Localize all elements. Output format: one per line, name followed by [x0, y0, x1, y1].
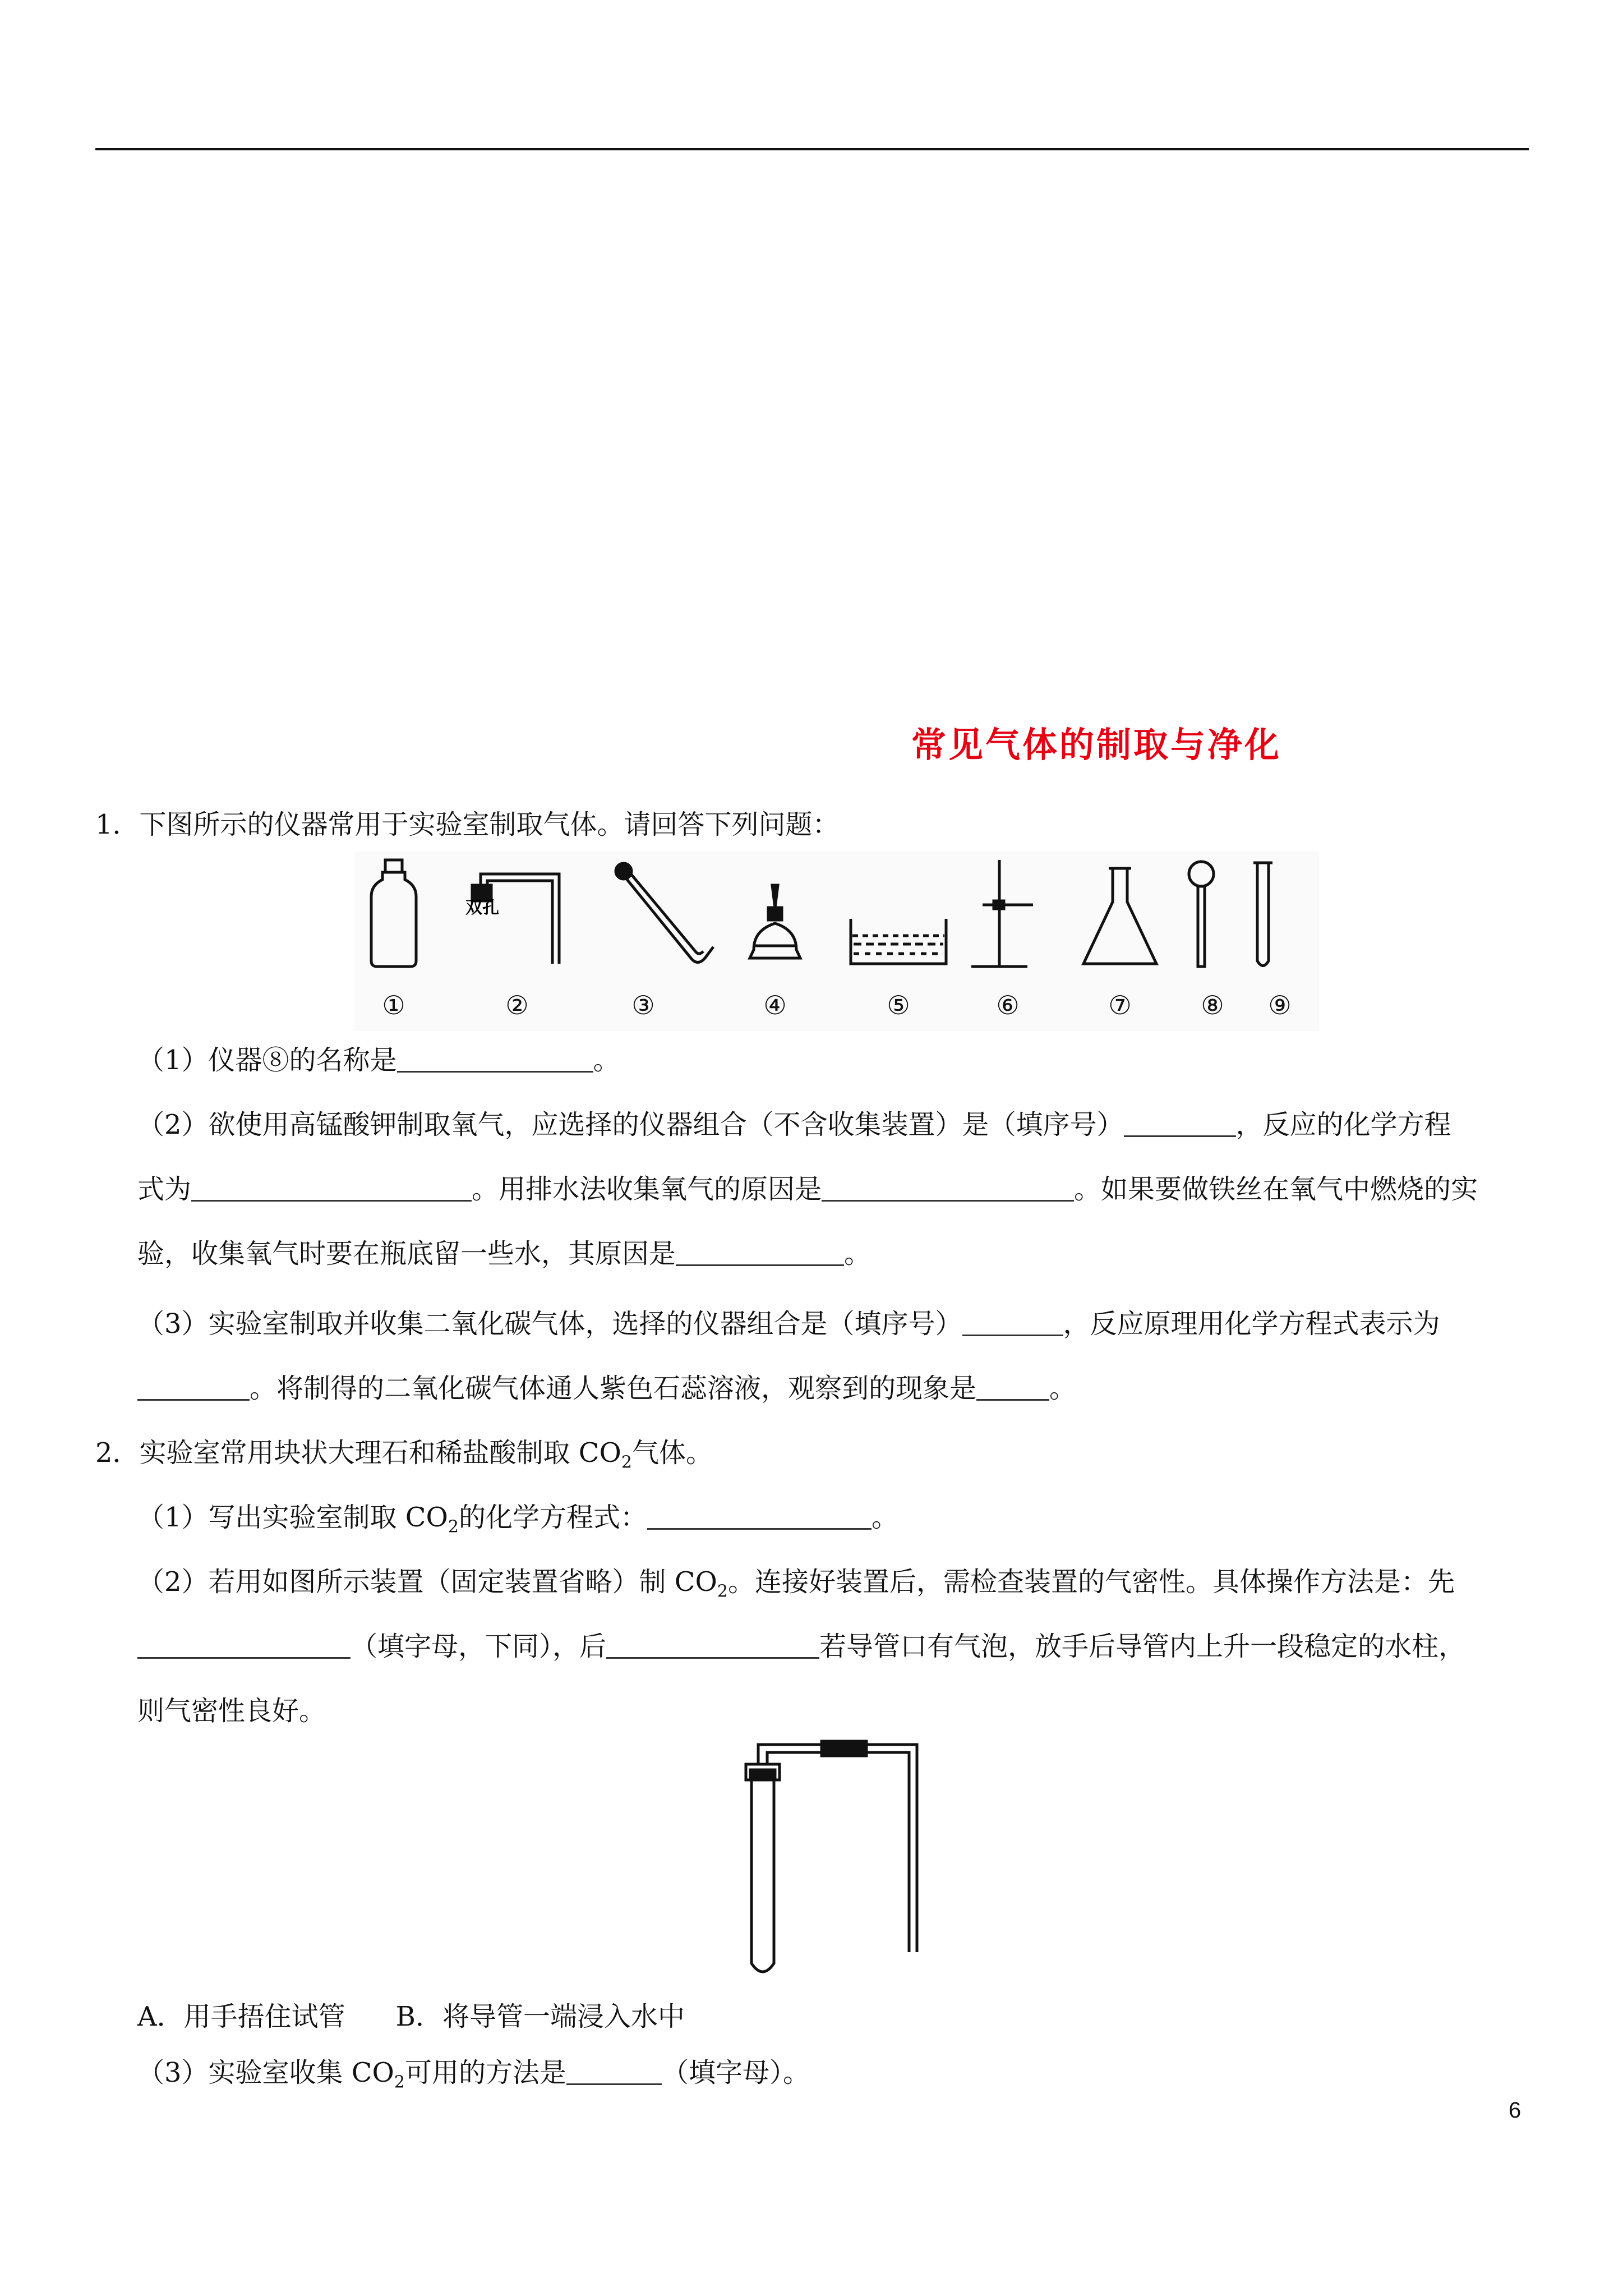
answer-blank[interactable]	[137, 1374, 250, 1401]
instrument-label-3: ③	[631, 990, 655, 1020]
page-number: 6	[1509, 2098, 1521, 2123]
instrument-label-8: ⑧	[1201, 990, 1224, 1020]
q2-apparatus-figure	[729, 1739, 965, 1986]
instrument-label-2: ②	[505, 990, 529, 1020]
q1-part2-line3: 验，收集氧气时要在瓶底留一些水，其原因是 。	[137, 1238, 872, 1269]
instrument-label-9: ⑨	[1268, 990, 1292, 1020]
answer-blank[interactable]	[606, 1632, 819, 1659]
answer-blank[interactable]	[822, 1175, 1074, 1202]
q1-part3-line1: （3）实验室制取并收集二氧化碳气体，选择的仪器组合是（填序号） ，反应原理用化学方程式表示为	[137, 1308, 1440, 1340]
q1-stem: 1．下图所示的仪器常用于实验室制取气体。请回答下列问题：	[95, 809, 840, 840]
instrument-label-1: ①	[382, 990, 405, 1020]
answer-blank[interactable]	[397, 1046, 593, 1073]
answer-blank[interactable]	[962, 1310, 1063, 1336]
header-rule	[95, 148, 1529, 150]
q1-instruments-figure	[354, 852, 1319, 1031]
answer-blank[interactable]	[137, 1632, 351, 1659]
q1-part2-line2: 式为 。用排水法收集氧气的原因是 。如果要做铁丝在氧气中燃烧的实	[137, 1174, 1478, 1205]
q1-part1: （1）仪器⑧的名称是 。	[137, 1045, 620, 1076]
option-a: A．用手捂住试管	[137, 2001, 345, 2032]
q2-part2-line2: （填字母，下同），后 若导管口有气泡，放手后导管内上升一段稳定的水柱，	[137, 1630, 1465, 1663]
q2-part1: （1）写出实验室制取 $CO_2$的化学方程式： 。	[137, 1502, 899, 1537]
answer-blank[interactable]	[191, 1175, 472, 1202]
q2-part2-line3: 则气密性良好。	[137, 1695, 326, 1727]
instrument-label-7: ⑦	[1108, 990, 1132, 1020]
answer-blank[interactable]	[676, 1240, 844, 1266]
instrument-label-5: ⑤	[887, 990, 910, 1020]
answer-blank[interactable]	[566, 2059, 662, 2085]
instrument-label-6: ⑥	[996, 990, 1020, 1020]
stopper-label: 双孔	[465, 898, 499, 918]
q2-part2-line1: （2）若用如图所示装置（固定装置省略）制 $CO_2$。连接好装置后，需检查装置的气密性。具体操作方法是：先	[137, 1566, 1455, 1602]
page-title: 常见气体的制取与净化	[911, 724, 1281, 765]
q2-stem: 2．实验室常用块状大理石和稀盐酸制取 $CO_2$气体。	[95, 1437, 713, 1473]
answer-blank[interactable]	[647, 1503, 872, 1530]
answer-blank[interactable]	[976, 1374, 1049, 1401]
delivery-tube	[758, 1741, 917, 1952]
option-b: B．将导管一端浸入水中	[395, 2001, 685, 2032]
q2-options	[137, 2000, 685, 2033]
q1-part3-line2: 。将制得的二氧化碳气体通人紫色石蕊溶液，观察到的现象是 。	[137, 1372, 1076, 1405]
q1-part2-line1: （2）欲使用高锰酸钾制取氧气，应选择的仪器组合（不含收集装置）是（填序号） ，反应的化学方程	[137, 1109, 1451, 1140]
answer-blank[interactable]	[1124, 1111, 1236, 1137]
instrument-label-4: ④	[763, 990, 787, 1020]
test-tube-with-stopper	[746, 1764, 780, 1972]
q2-part3: （3）实验室收集 $CO_2$可用的方法是 （填字母）。	[137, 2057, 810, 2092]
